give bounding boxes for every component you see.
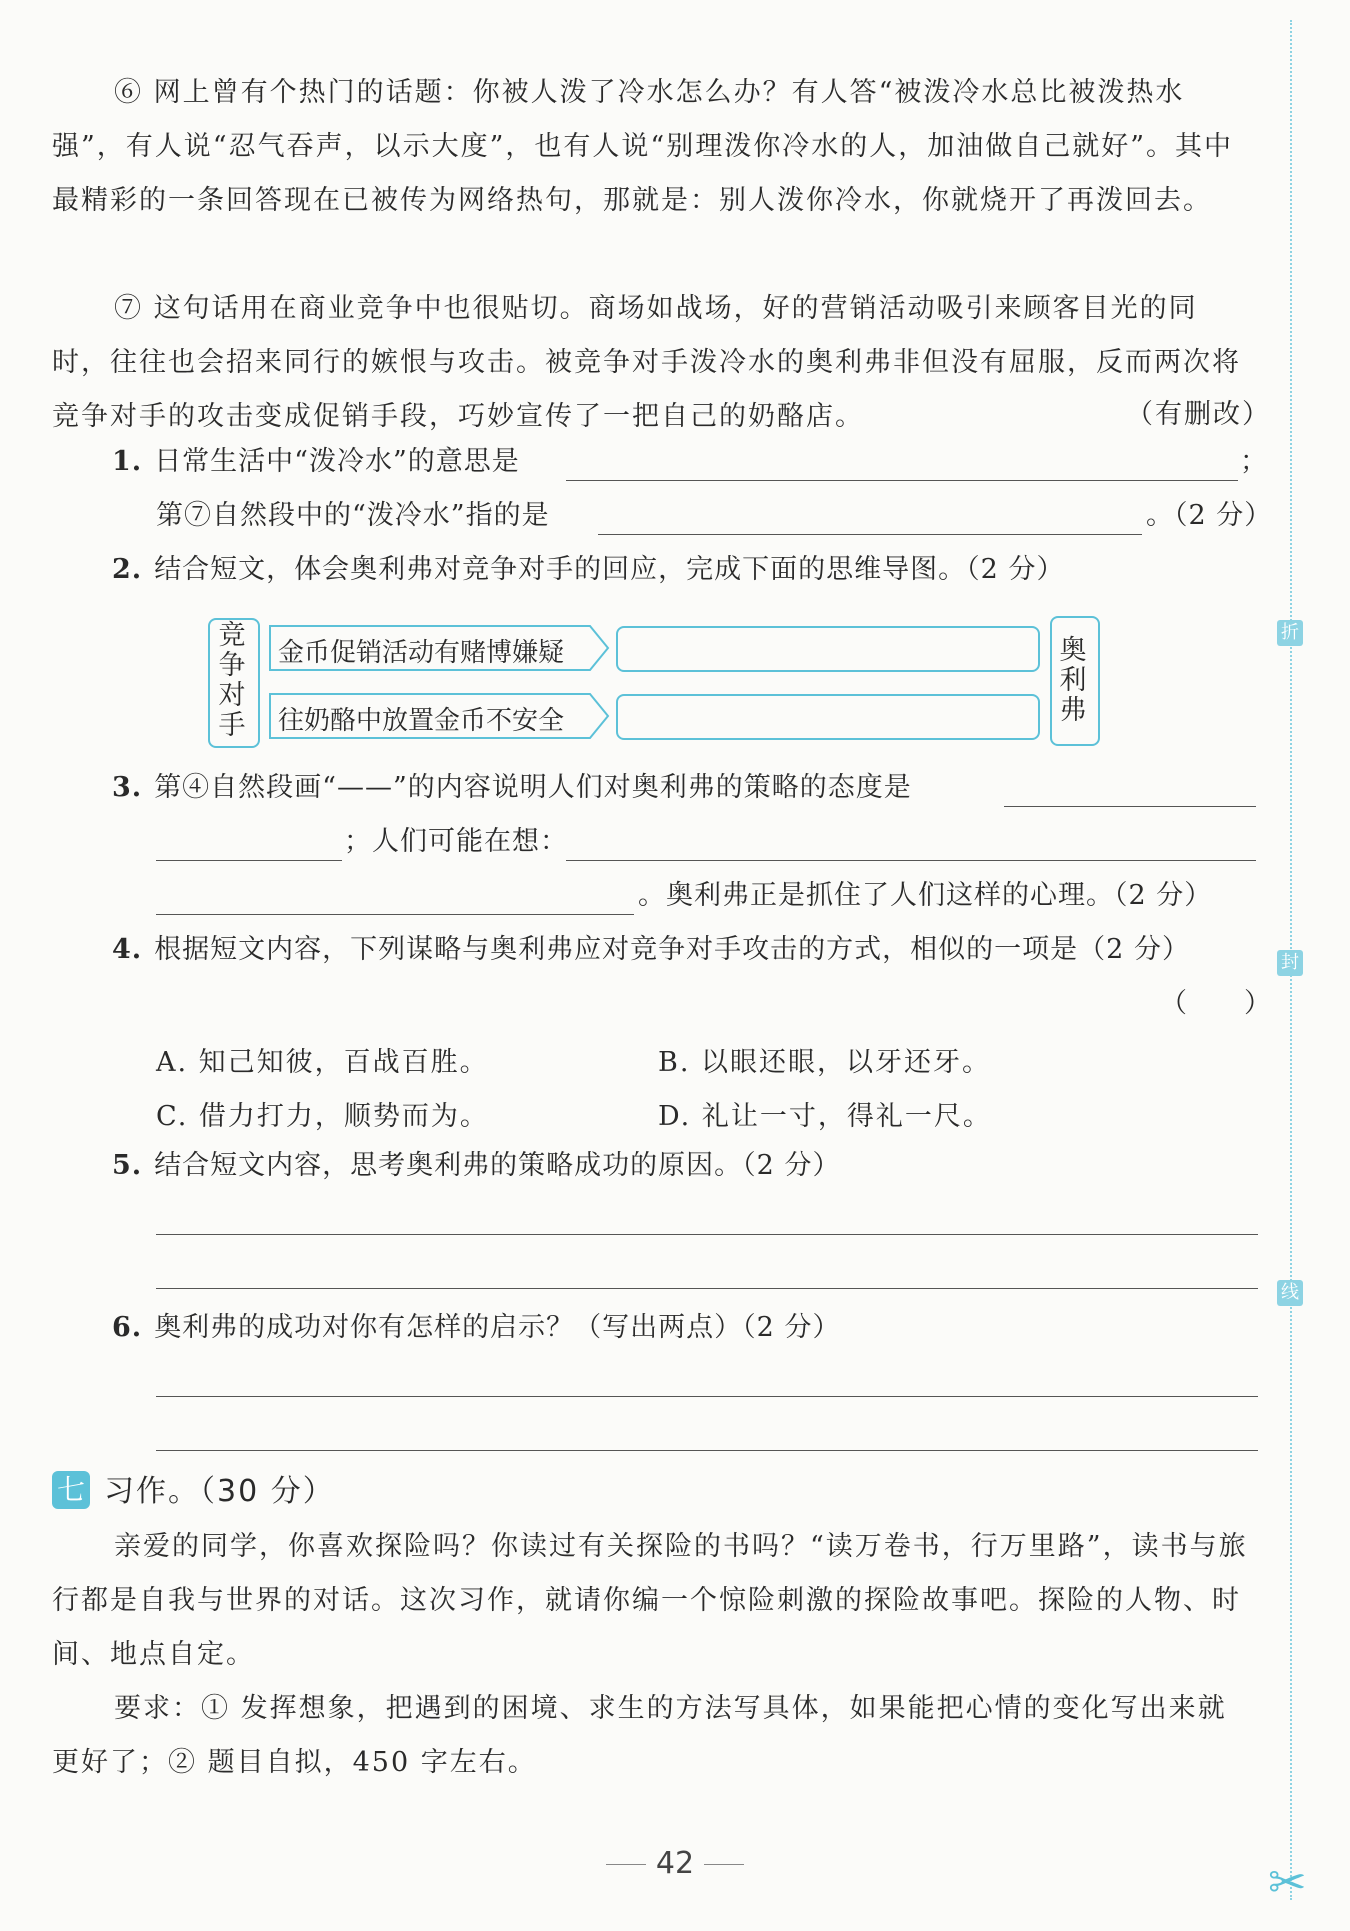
question-3-blank-2-cont[interactable]: [156, 914, 634, 915]
question-3-blank-1[interactable]: [1004, 806, 1256, 807]
question-3-line-3: 。奥利弗正是抓住了人们这样的心理。（2 分）: [638, 880, 1213, 911]
question-3-prompt: 第④自然段画“——”的内容说明人们对奥利弗的策略的态度是: [154, 772, 912, 803]
scissors-icon: ✂: [1268, 1855, 1307, 1909]
cut-mark-seal: 封: [1277, 950, 1303, 976]
page-number: [0, 1846, 1350, 1881]
option-b[interactable]: B. 以眼还眼，以牙还牙。: [658, 1047, 992, 1078]
question-5-answer-line-1[interactable]: [156, 1234, 1258, 1235]
question-4: [112, 930, 1190, 970]
cut-mark-fold: 折: [1277, 620, 1303, 646]
question-2: [112, 550, 1064, 590]
question-6: [112, 1308, 840, 1348]
edited-note: （有删改）: [1126, 399, 1271, 430]
composition-requirements: 要求：① 发挥想象，把遇到的困境、求生的方法写具体，如果能把心情的变化写出来就更好了；② 题目自拟，450 字左右。: [52, 1693, 1227, 1778]
mind-map-arrow-2: 往奶酪中放置金币不安全: [278, 706, 565, 736]
question-1-line-1: [112, 442, 520, 482]
question-4-answer-paren[interactable]: （ ）: [1160, 988, 1272, 1019]
question-3-line-2: ；人们可能在想：: [344, 826, 568, 857]
question-1-blank-1[interactable]: [566, 480, 1238, 481]
question-4-number: 4.: [112, 934, 143, 965]
page-number-value: 42: [655, 1846, 695, 1881]
mind-map-left-label: 竞争对手: [218, 620, 246, 741]
question-3-blank-2[interactable]: [566, 860, 1256, 861]
question-6-answer-line-1[interactable]: [156, 1396, 1258, 1397]
question-5: [112, 1146, 840, 1186]
option-c[interactable]: C. 借力打力，顺势而为。: [156, 1101, 489, 1132]
composition-intro: 亲爱的同学，你喜欢探险吗？你读过有关探险的书吗？“读万卷书，行万里路”，读书与旅行都是自我与世界的对话。这次习作，就请你编一个惊险刺激的探险故事吧。探险的人物、时间、地点自定。: [52, 1531, 1248, 1670]
paragraph-7: ⑦ 这句话用在商业竞争中也很贴切。商场如战场，好的营销活动吸引来顾客目光的同时，往往也会招来同行的嫉恨与攻击。被竞争对手泼冷水的奥利弗非但没有屈服，反而两次将竞争对手的攻击变成促销手段，巧妙宣传了一把自己的奶酪店。: [52, 293, 1241, 432]
question-1-line-2: 第⑦自然段中的“泼冷水”指的是: [156, 500, 550, 531]
option-d[interactable]: D. 礼让一寸，得礼一尺。: [658, 1101, 992, 1132]
question-6-prompt: 奥利弗的成功对你有怎样的启示？（写出两点）（2 分）: [154, 1312, 841, 1343]
mind-map-answer-box-1[interactable]: [616, 626, 1040, 672]
question-3-number: 3.: [112, 772, 143, 803]
question-5-prompt: 结合短文内容，思考奥利弗的策略成功的原因。（2 分）: [154, 1150, 841, 1181]
section-7-title: 习作。（30 分）: [104, 1474, 335, 1509]
cut-mark-line: 线: [1277, 1280, 1303, 1306]
mind-map-right-label: 奥利弗: [1059, 635, 1087, 726]
mind-map-answer-box-2[interactable]: [616, 694, 1040, 740]
question-5-answer-line-2[interactable]: [156, 1288, 1258, 1289]
question-6-number: 6.: [112, 1312, 143, 1343]
option-a[interactable]: A. 知己知彼，百战百胜。: [156, 1047, 489, 1078]
question-3-line-1: [112, 768, 912, 808]
question-4-prompt: 根据短文内容，下列谋略与奥利弗应对竞争对手攻击的方式，相似的一项是（2 分）: [154, 934, 1190, 965]
question-3-blank-1-cont[interactable]: [156, 860, 342, 861]
question-2-prompt: 结合短文，体会奥利弗对竞争对手的回应，完成下面的思维导图。（2 分）: [154, 554, 1065, 585]
question-5-number: 5.: [112, 1150, 143, 1181]
question-1-score: 。（2 分）: [1146, 500, 1273, 531]
section-7-badge: 七: [52, 1471, 90, 1509]
question-6-answer-line-2[interactable]: [156, 1450, 1258, 1451]
mind-map-arrow-1: 金币促销活动有赌博嫌疑: [278, 638, 565, 668]
question-1-prompt: 日常生活中“泼冷水”的意思是: [154, 446, 520, 477]
question-1-number: 1.: [112, 446, 143, 477]
question-1-semicolon: ；: [1240, 446, 1268, 477]
paragraph-6: ⑥ 网上曾有个热门的话题：你被人泼了冷水怎么办？有人答“被泼冷水总比被泼热水强”，有人说“忍气吞声，以示大度”，也有人说“别理泼你冷水的人，加油做自己就好”。其中最精彩的一条回答现在已被传为网络热句，那就是：别人泼你冷水，你就烧开了再泼回去。: [52, 77, 1234, 216]
question-1-blank-2[interactable]: [598, 534, 1142, 535]
question-2-number: 2.: [112, 554, 143, 585]
